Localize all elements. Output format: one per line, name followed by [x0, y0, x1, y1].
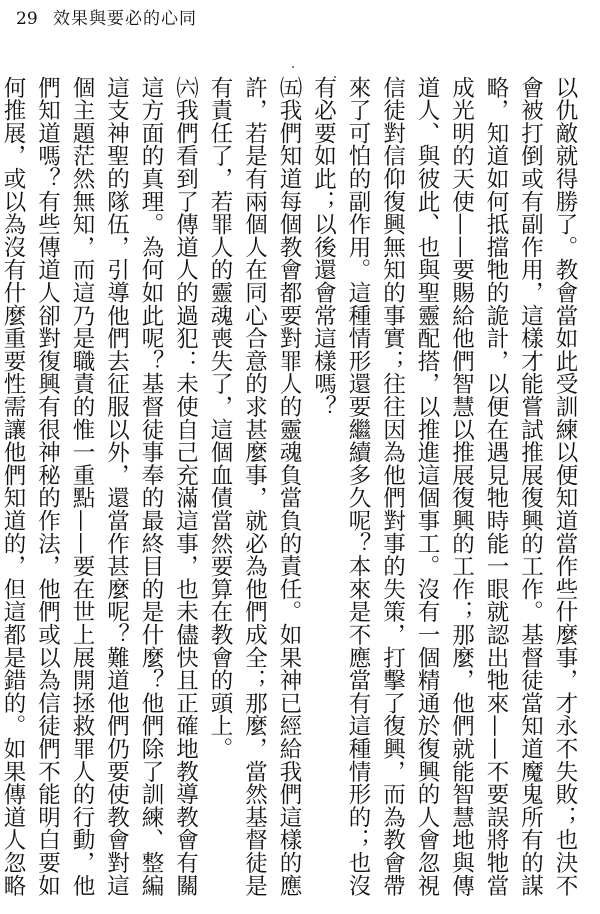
print-speck	[292, 66, 294, 68]
paragraph: 以仇敵就得勝了。教會當如此受訓練以便知道當作些什麼事，才永不失敗；也決不會被打倒或有副作用，這樣才能嘗試推展復興的工作。基督徒當知道魔鬼所有的謀略，知道如何抵擋牠的詭計，以便在遇見牠時能一眼就認出牠來——不要誤將牠當成光明的天使——要賜給他們智慧以推展復興的工作；那麼，他們就能智慧地與傳道人、與彼此、也與聖靈配搭，以推進這個事工。沒有一個精通於復興的人會忽視信徒對信仰復興無知的事實；往往因為他們對事的失策，打擊了復興，而為教會帶來了可怕的副作用。這種情形還要繼續多久呢？本來是不應當有這種情形的；也沒有必要如此；以後還會常這樣嗎？	[310, 76, 578, 897]
body-text	[0, 76, 582, 906]
page-number: 29	[16, 9, 38, 29]
paragraph: ㈥我們看到了傳道人的過犯：未使自己充滿這事，也未儘快且正確地教導教會有關這方面的真理。為何如此呢？基督徒事奉的最終目的是什麼？他們除了訓練、整編這支神聖的隊伍，引導他們去征服以外，還當作甚麼呢？難道他們仍要使教會對這個主題茫然無知，而這乃是職責的惟一重點——要在世上展開拯救罪人的行動，他們知道嗎？有些傳道人卻對復興有很神秘的作法，他們或以為信徒們不能明白要如何推展，或以為沒有什麼重要性需讓他們知道的，但這都是錯的。如果傳道人忽略	[0, 76, 199, 897]
running-title: 效果與要必的心同	[53, 9, 198, 29]
page-header	[16, 6, 584, 32]
paragraph: ㈤我們知道每個教會都要對罪人的靈魂負當負的責任。如果神已經給我們這樣的應許，若是有兩個人在同心合意的求甚麼事，就必為他們成全；那麼，當然基督徒是有責任了，若罪人的靈魂喪失了，這個血債當然要算在教會的頭上。	[207, 76, 302, 897]
